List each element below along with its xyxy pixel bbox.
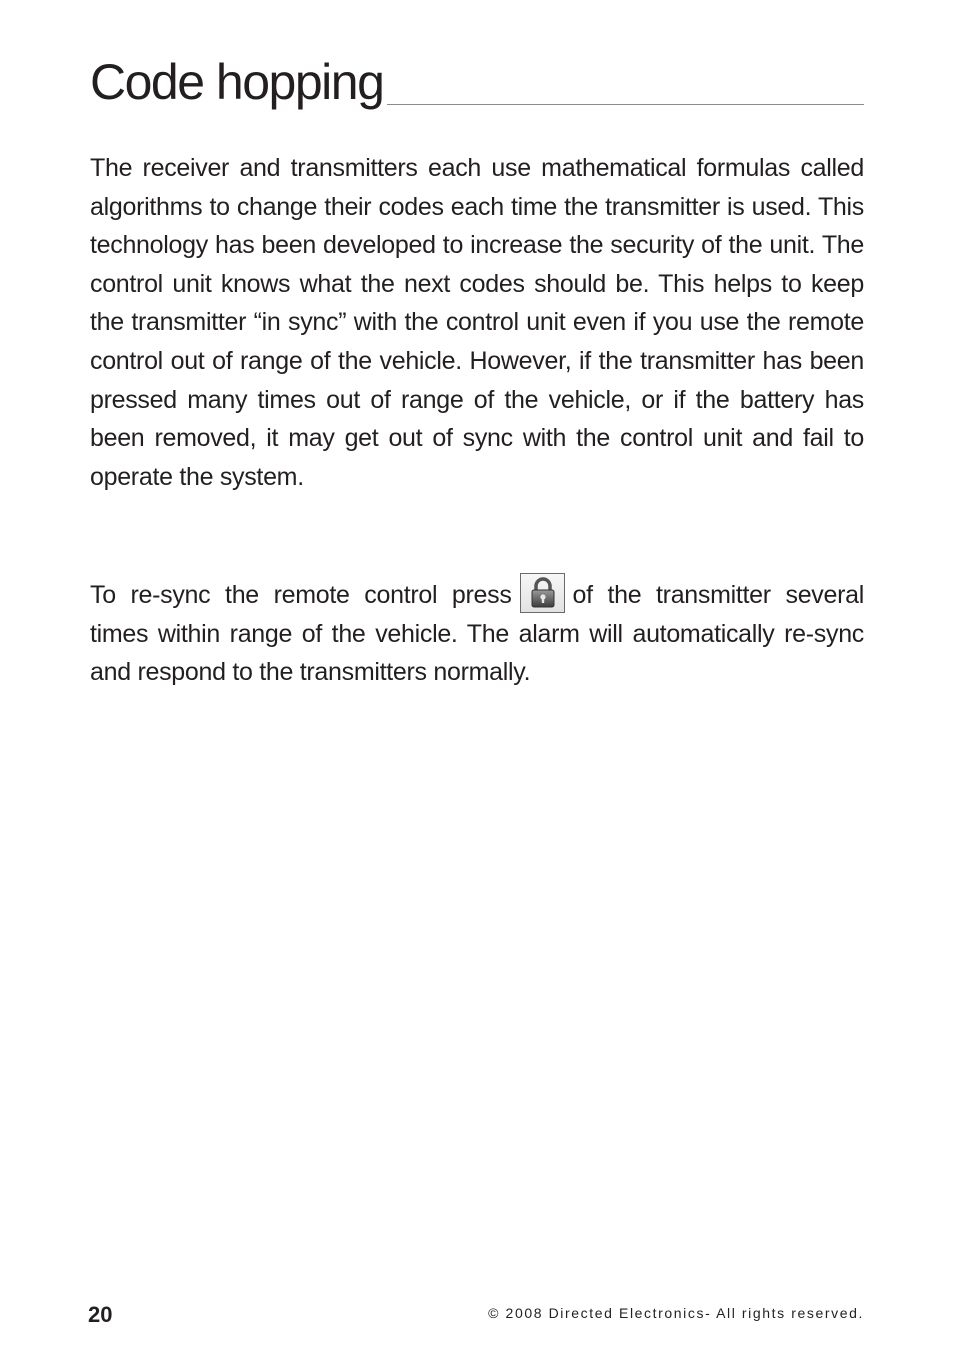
title-rule <box>90 52 864 110</box>
paragraph-code-hopping: The receiver and transmitters each use mathematical formulas called algorithms to change their codes each time the transmitter is used. This technology has been developed to increase the security of the unit. The control unit knows what the next codes should be. This helps to keep the transmitter “in sync” with the control unit even if you use the remote control out of range of the vehicle. However, if the transmitter has been pressed many times out of range of the vehicle, or if the battery has been removed, it may get out of sync with the control unit and fail to operate the system. <box>90 154 864 491</box>
paragraph-resync <box>90 573 864 692</box>
resync-text-after: of the transmitter several times within range of the vehicle. The alarm will automatically re-sync and respond to the transmitters normally. <box>90 581 864 687</box>
lock-button-icon <box>520 573 565 613</box>
page-number: 20 <box>88 1302 113 1327</box>
page-title: Code hopping <box>90 52 387 112</box>
copyright-notice: © 2008 Directed Electronics- All rights reserved. <box>488 1305 864 1321</box>
resync-text-before: To re-sync the remote control press <box>90 581 512 609</box>
lock-icon <box>528 576 558 610</box>
